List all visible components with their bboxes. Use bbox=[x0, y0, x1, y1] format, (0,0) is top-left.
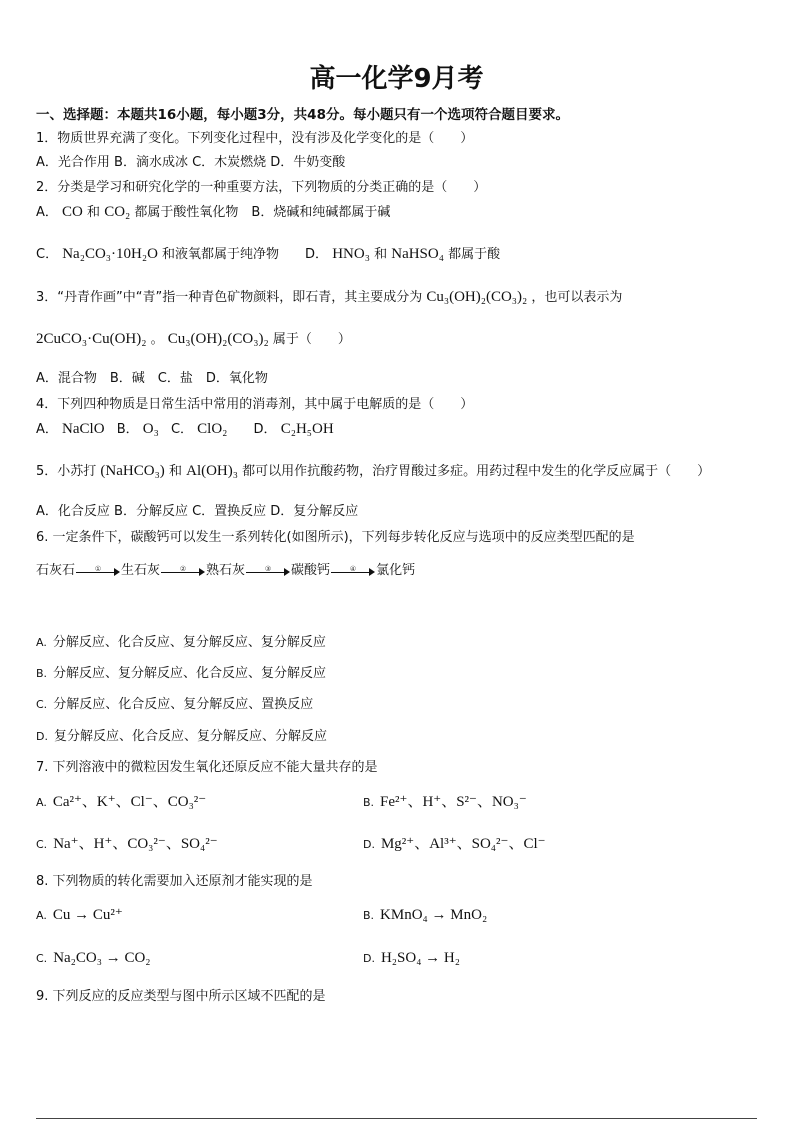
reaction-arrow-icon bbox=[161, 564, 205, 578]
question-4-stem: 4．下列四种物质是日常生活中常用的消毒剂，其中属于电解质的是（ ） bbox=[36, 397, 474, 412]
stem-text: 。 bbox=[150, 332, 164, 347]
ion-list: Fe²⁺、H⁺、S²⁻、NO₃⁻ bbox=[380, 794, 527, 810]
option-label: C． bbox=[170, 422, 194, 437]
question-5-options: A．化合反应 B．分解反应 C．置换反应 D．复分解反应 bbox=[36, 504, 359, 519]
option-label: A. bbox=[36, 796, 47, 809]
option-label: C. bbox=[36, 698, 48, 711]
stem-text: 都可以用作抗酸药物，治疗胃酸过多症。用药过程中发生的化学反应属于（ ） bbox=[242, 464, 711, 479]
option-label: D. bbox=[363, 838, 375, 851]
option-text: 和 bbox=[374, 247, 388, 262]
option-label: A． bbox=[36, 422, 58, 437]
option-label: B. bbox=[363, 909, 375, 922]
option-label: C． bbox=[36, 247, 59, 262]
option-text: 分解反应、化合反应、复分解反应、置换反应 bbox=[53, 697, 314, 712]
option-text: 分解反应、复分解反应、化合反应、复分解反应 bbox=[53, 666, 327, 681]
question-6-option-a bbox=[36, 635, 326, 651]
conversion: Na₂CO₃ → CO₂ bbox=[53, 950, 151, 966]
question-3-options: A．混合物 B．碱 C．盐 D．氧化物 bbox=[36, 371, 268, 386]
formula: CO₂ bbox=[104, 204, 131, 220]
page-divider bbox=[36, 1118, 757, 1119]
ion-list: Na⁺、H⁺、CO₃²⁻、SO₄²⁻ bbox=[53, 836, 218, 852]
option-label: B． bbox=[116, 422, 139, 437]
question-7-option-b bbox=[363, 794, 527, 811]
question-6-stem: 6. 一定条件下，碳酸钙可以发生一系列转化(如图所示)，下列每步转化反应与选项中的反应类型匹配的是 bbox=[36, 530, 635, 545]
stem-text: 属于（ ） bbox=[272, 332, 351, 347]
question-8-option-a bbox=[36, 907, 123, 924]
question-6-option-b bbox=[36, 666, 326, 682]
stem-text: ，也可以表示为 bbox=[531, 290, 623, 305]
question-1-stem: 1．物质世界充满了变化。下列变化过程中，没有涉及化学变化的是（ ） bbox=[36, 131, 474, 146]
arrow-condition: ① bbox=[94, 564, 102, 573]
formula: (NaHCO₃) bbox=[100, 463, 165, 479]
question-8-stem: 8. 下列物质的转化需要加入还原剂才能实现的是 bbox=[36, 874, 313, 889]
section-heading: 一、选择题：本题共16小题，每小题3分，共48分。每小题只有一个选项符合题目要求。 bbox=[36, 107, 569, 123]
reaction-arrow-icon bbox=[246, 564, 290, 578]
formula: Al(OH)₃ bbox=[186, 463, 238, 479]
chain-substance: 氯化钙 bbox=[376, 563, 416, 578]
stem-text: 3．“丹青作画”中“青”指一种青色矿物颜料，即石青，其主要成分为 bbox=[36, 290, 423, 305]
question-3-stem-line1 bbox=[36, 289, 622, 306]
question-2-option-cd bbox=[36, 246, 500, 263]
chain-substance: 生石灰 bbox=[121, 563, 161, 578]
option-text: 都属于酸性氧化物 B．烧碱和纯碱都属于碱 bbox=[134, 205, 391, 220]
ion-list: Ca²⁺、K⁺、Cl⁻、CO₃²⁻ bbox=[52, 794, 207, 810]
formula: C₂H₅OH bbox=[280, 421, 334, 437]
ion-list: Mg²⁺、Al³⁺、SO₄²⁻、Cl⁻ bbox=[380, 836, 546, 852]
option-text: 分解反应、化合反应、复分解反应、复分解反应 bbox=[52, 635, 326, 650]
formula: 2CuCO₃·Cu(OH)₂ bbox=[36, 331, 147, 347]
question-7-option-d bbox=[363, 836, 546, 853]
stem-text: 和 bbox=[168, 464, 182, 479]
question-7-option-a bbox=[36, 794, 206, 811]
formula: NaHSO₄ bbox=[391, 246, 444, 262]
option-label: A. bbox=[36, 636, 47, 649]
page-title: 高一化学9月考 bbox=[309, 64, 484, 94]
question-8-option-c bbox=[36, 950, 151, 967]
formula: ClO₂ bbox=[197, 421, 228, 437]
option-label: D． bbox=[253, 422, 277, 437]
question-9-stem: 9. 下列反应的反应类型与图中所示区域不匹配的是 bbox=[36, 989, 326, 1004]
formula: Cu₃(OH)₂(CO₃)₂ bbox=[167, 331, 269, 347]
chain-substance: 熟石灰 bbox=[206, 563, 246, 578]
formula: Na₂CO₃·10H₂O bbox=[62, 246, 158, 262]
option-text: 复分解反应、化合反应、复分解反应、分解反应 bbox=[53, 729, 327, 744]
arrow-condition: ③ bbox=[264, 564, 272, 573]
formula: NaClO bbox=[62, 421, 105, 437]
question-4-options bbox=[36, 421, 334, 438]
option-label: B. bbox=[36, 667, 48, 680]
formula: CO bbox=[62, 204, 83, 220]
reaction-arrow-icon bbox=[331, 564, 375, 578]
formula: HNO₃ bbox=[332, 246, 370, 262]
chain-substance: 石灰石 bbox=[36, 563, 76, 578]
option-label: D. bbox=[36, 730, 48, 743]
option-label: C. bbox=[36, 952, 48, 965]
reaction-arrow-icon bbox=[76, 564, 120, 578]
conversion: H₂SO₄ → H₂ bbox=[380, 950, 460, 966]
option-label: A. bbox=[36, 909, 47, 922]
conversion-chain bbox=[36, 563, 415, 579]
question-5-stem bbox=[36, 463, 710, 480]
formula: O₃ bbox=[142, 421, 159, 437]
option-text: 和液氧都属于纯净物 D． bbox=[162, 247, 329, 262]
option-text: 都属于酸 bbox=[448, 247, 501, 262]
option-label: C. bbox=[36, 838, 48, 851]
option-label: A． bbox=[36, 205, 58, 220]
question-1-options: A．光合作用 B．滴水成冰 C．木炭燃烧 D．牛奶变酸 bbox=[36, 155, 346, 170]
question-3-stem-line2 bbox=[36, 331, 351, 348]
question-7-option-c bbox=[36, 836, 218, 853]
question-2-stem: 2．分类是学习和研究化学的一种重要方法，下列物质的分类正确的是（ ） bbox=[36, 180, 487, 195]
question-2-option-ab bbox=[36, 204, 390, 221]
question-7-stem: 7. 下列溶液中的微粒因发生氧化还原反应不能大量共存的是 bbox=[36, 760, 378, 775]
option-label: B. bbox=[363, 796, 375, 809]
question-8-option-b bbox=[363, 907, 487, 924]
conversion: KMnO₄ → MnO₂ bbox=[380, 907, 488, 923]
formula: Cu₃(OH)₂(CO₃)₂ bbox=[426, 289, 528, 305]
question-6-option-c bbox=[36, 697, 313, 713]
arrow-condition: ④ bbox=[349, 564, 357, 573]
chain-substance: 碳酸钙 bbox=[291, 563, 331, 578]
stem-text: 5．小苏打 bbox=[36, 464, 97, 479]
arrow-condition: ② bbox=[179, 564, 187, 573]
option-label: D. bbox=[363, 952, 375, 965]
question-8-option-d bbox=[363, 950, 460, 967]
question-6-option-d bbox=[36, 729, 327, 745]
option-text: 和 bbox=[87, 205, 101, 220]
conversion: Cu → Cu²⁺ bbox=[52, 907, 123, 923]
